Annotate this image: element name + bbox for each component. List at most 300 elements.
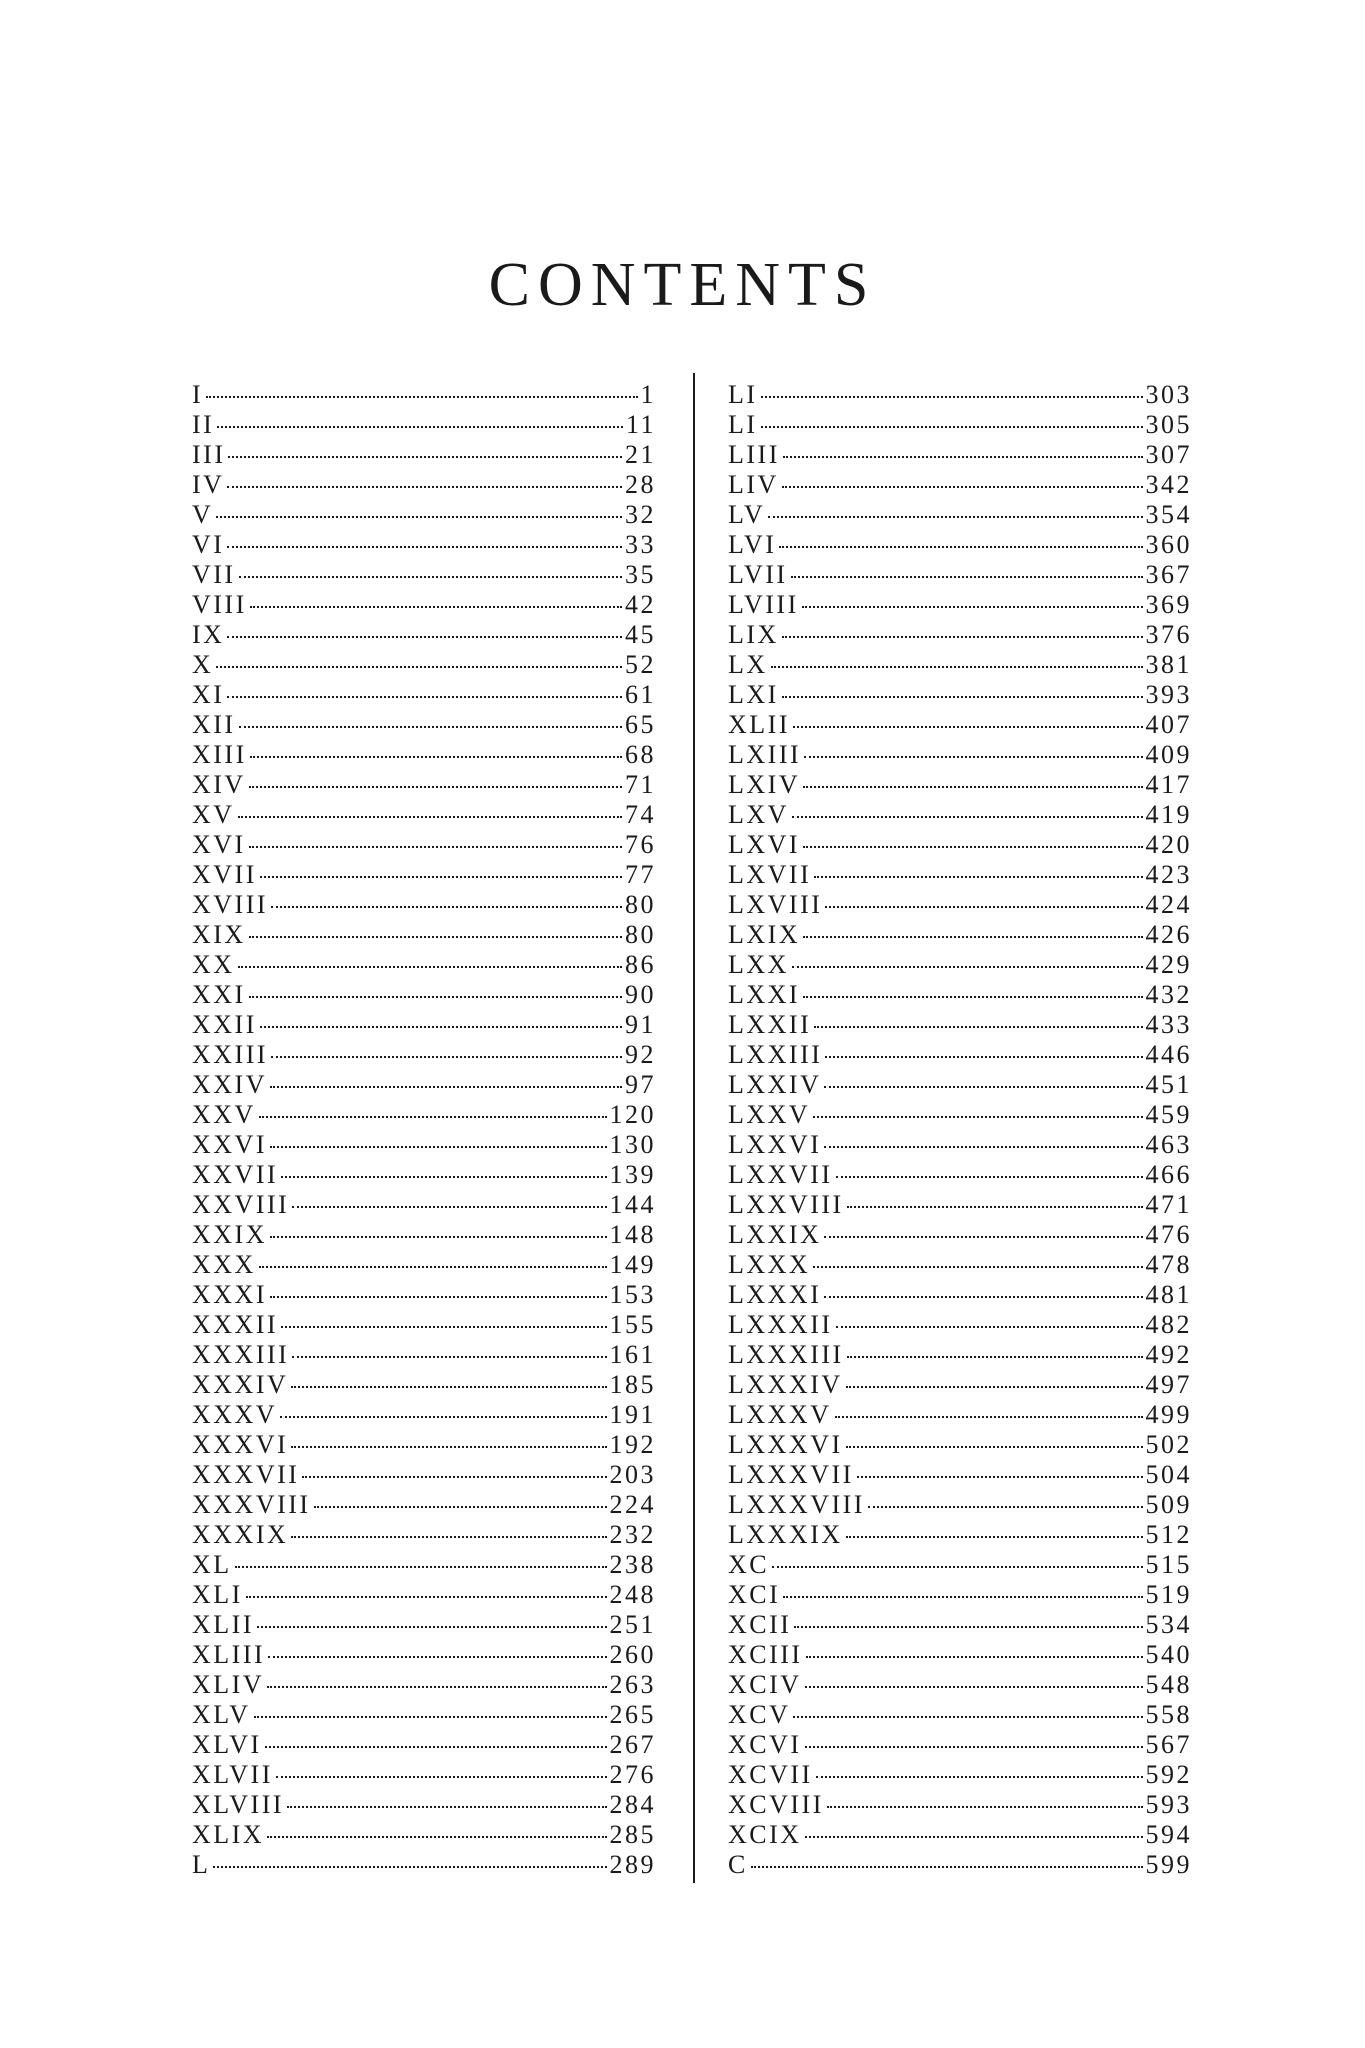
page-number: 248 xyxy=(609,1580,656,1609)
dot-leader xyxy=(824,1086,1142,1088)
page-number: 433 xyxy=(1145,1010,1192,1039)
chapter-label: XCVI xyxy=(728,1730,802,1759)
dot-leader xyxy=(239,726,622,728)
chapter-label: XX xyxy=(192,950,235,979)
dot-leader xyxy=(803,996,1142,998)
dot-leader xyxy=(270,1146,607,1148)
dot-leader xyxy=(228,456,622,458)
toc-entry xyxy=(192,860,656,890)
toc-entry xyxy=(192,1520,656,1550)
toc-entry xyxy=(728,890,1192,920)
dot-leader xyxy=(805,1686,1143,1688)
dot-leader xyxy=(265,1746,607,1748)
dot-leader xyxy=(292,1356,606,1358)
dot-leader xyxy=(260,876,622,878)
toc-entry xyxy=(192,590,656,620)
column-divider xyxy=(693,373,695,1883)
chapter-label: XXVI xyxy=(192,1130,267,1159)
dot-leader xyxy=(803,786,1142,788)
toc-entry xyxy=(192,1100,656,1130)
dot-leader xyxy=(835,1416,1143,1418)
toc-entry xyxy=(728,1760,1192,1790)
dot-leader xyxy=(238,966,622,968)
chapter-label: XC xyxy=(728,1550,770,1579)
toc-entry xyxy=(728,710,1192,740)
chapter-label: LVII xyxy=(728,560,788,589)
page-number: 289 xyxy=(609,1850,656,1879)
toc-entry xyxy=(728,1850,1192,1880)
toc-entry xyxy=(192,1580,656,1610)
chapter-label: VIII xyxy=(192,590,247,619)
page-number: 32 xyxy=(625,500,656,529)
chapter-label: XXV xyxy=(192,1100,256,1129)
chapter-label: LI xyxy=(728,380,758,409)
chapter-label: IX xyxy=(192,620,225,649)
page-number: 360 xyxy=(1145,530,1192,559)
page-number: 71 xyxy=(625,770,656,799)
chapter-label: LXXXVI xyxy=(728,1430,843,1459)
chapter-label: XXXII xyxy=(192,1310,279,1339)
chapter-label: XCVII xyxy=(728,1760,813,1789)
page-number: 77 xyxy=(625,860,656,889)
toc-entry xyxy=(192,1550,656,1580)
toc-entry xyxy=(192,380,656,410)
dot-leader xyxy=(793,726,1143,728)
toc-entry xyxy=(192,1760,656,1790)
chapter-label: III xyxy=(192,440,226,469)
page-number: 417 xyxy=(1145,770,1192,799)
chapter-label: LXXIX xyxy=(728,1220,822,1249)
dot-leader xyxy=(824,1296,1142,1298)
chapter-label: LXXXVII xyxy=(728,1460,854,1489)
chapter-label: VII xyxy=(192,560,236,589)
toc-entry xyxy=(728,1460,1192,1490)
chapter-label: XCI xyxy=(728,1580,781,1609)
toc-entry xyxy=(192,1310,656,1340)
toc-entry xyxy=(728,1730,1192,1760)
dot-leader xyxy=(846,1386,1143,1388)
dot-leader xyxy=(268,1656,606,1658)
toc-entry xyxy=(728,1370,1192,1400)
chapter-label: XIV xyxy=(192,770,246,799)
page-number: 393 xyxy=(1145,680,1192,709)
page-number: 21 xyxy=(625,440,656,469)
page-number: 68 xyxy=(625,740,656,769)
page-number: 593 xyxy=(1145,1790,1192,1819)
page-number: 97 xyxy=(625,1070,656,1099)
chapter-label: II xyxy=(192,410,215,439)
chapter-label: XLIX xyxy=(192,1820,265,1849)
toc-entry xyxy=(192,1070,656,1100)
page-number: 471 xyxy=(1145,1190,1192,1219)
page-number: 149 xyxy=(609,1250,656,1279)
toc-entry xyxy=(728,950,1192,980)
chapter-label: XII xyxy=(192,710,236,739)
chapter-label: LXIII xyxy=(728,740,802,769)
dot-leader xyxy=(267,1836,606,1838)
toc-entry xyxy=(728,860,1192,890)
toc-entry xyxy=(192,1610,656,1640)
page-number: 548 xyxy=(1145,1670,1192,1699)
page-number: 540 xyxy=(1145,1640,1192,1669)
dot-leader xyxy=(782,696,1143,698)
page-number: 61 xyxy=(625,680,656,709)
chapter-label: VI xyxy=(192,530,225,559)
dot-leader xyxy=(249,996,622,998)
page-number: 476 xyxy=(1145,1220,1192,1249)
chapter-label: LXXXII xyxy=(728,1310,833,1339)
page-number: 466 xyxy=(1145,1160,1192,1189)
dot-leader xyxy=(206,396,637,398)
page-number: 80 xyxy=(625,890,656,919)
dot-leader xyxy=(227,486,622,488)
toc-entry xyxy=(192,1340,656,1370)
toc-entry xyxy=(192,1010,656,1040)
dot-leader xyxy=(847,1356,1143,1358)
toc-entry xyxy=(192,1490,656,1520)
dot-leader xyxy=(824,1236,1142,1238)
chapter-label: XLV xyxy=(192,1700,251,1729)
chapter-label: XXX xyxy=(192,1250,256,1279)
chapter-label: XXIX xyxy=(192,1220,267,1249)
page-number: 342 xyxy=(1145,470,1192,499)
page-number: 482 xyxy=(1145,1310,1192,1339)
page-number: 459 xyxy=(1145,1100,1192,1129)
toc-entry xyxy=(728,830,1192,860)
dot-leader xyxy=(213,1866,606,1868)
toc-entry xyxy=(728,1190,1192,1220)
chapter-label: X xyxy=(192,650,214,679)
dot-leader xyxy=(216,666,622,668)
page-number: 224 xyxy=(609,1490,656,1519)
dot-leader xyxy=(825,906,1142,908)
toc-entry xyxy=(192,470,656,500)
dot-leader xyxy=(827,1806,1143,1808)
toc-entry xyxy=(728,1700,1192,1730)
page-number: 265 xyxy=(609,1700,656,1729)
dot-leader xyxy=(254,1716,607,1718)
page-number: 420 xyxy=(1145,830,1192,859)
dot-leader xyxy=(235,1566,607,1568)
toc-right-column xyxy=(728,380,1192,1880)
toc-entry xyxy=(192,680,656,710)
toc-entry xyxy=(728,800,1192,830)
chapter-label: LX xyxy=(728,650,768,679)
page-number: 155 xyxy=(609,1310,656,1339)
chapter-label: XXXIV xyxy=(192,1370,289,1399)
dot-leader xyxy=(805,1836,1143,1838)
chapter-label: XVI xyxy=(192,830,246,859)
dot-leader xyxy=(267,1686,606,1688)
page-number: 492 xyxy=(1145,1340,1192,1369)
chapter-label: LXI xyxy=(728,680,779,709)
chapter-label: XCIII xyxy=(728,1640,803,1669)
toc-entry xyxy=(728,530,1192,560)
dot-leader xyxy=(249,936,622,938)
page-number: 276 xyxy=(609,1760,656,1789)
toc-entry xyxy=(728,680,1192,710)
toc-entry xyxy=(192,1460,656,1490)
toc-entry xyxy=(192,410,656,440)
toc-entry xyxy=(728,980,1192,1010)
chapter-label: LXXX xyxy=(728,1250,811,1279)
dot-leader xyxy=(857,1476,1143,1478)
page-number: 42 xyxy=(625,590,656,619)
dot-leader xyxy=(291,1536,606,1538)
toc-entry xyxy=(192,800,656,830)
dot-leader xyxy=(768,516,1142,518)
toc-entry xyxy=(192,440,656,470)
dot-leader xyxy=(216,516,622,518)
toc-entry xyxy=(728,1070,1192,1100)
toc-entry xyxy=(192,830,656,860)
page-number: 409 xyxy=(1145,740,1192,769)
chapter-label: LV xyxy=(728,500,766,529)
dot-leader xyxy=(803,846,1142,848)
dot-leader xyxy=(814,1026,1142,1028)
page-number: 599 xyxy=(1145,1850,1192,1879)
page-number: 35 xyxy=(625,560,656,589)
dot-leader xyxy=(292,1206,606,1208)
dot-leader xyxy=(270,1236,607,1238)
dot-leader xyxy=(259,1116,607,1118)
page-number: 432 xyxy=(1145,980,1192,1009)
page-number: 509 xyxy=(1145,1490,1192,1519)
page-number: 303 xyxy=(1145,380,1192,409)
toc-entry xyxy=(192,1670,656,1700)
chapter-label: LXXXI xyxy=(728,1280,822,1309)
chapter-label: LXXVII xyxy=(728,1160,833,1189)
chapter-label: IV xyxy=(192,470,225,499)
chapter-label: XXXVI xyxy=(192,1430,289,1459)
page-number: 369 xyxy=(1145,590,1192,619)
page-number: 558 xyxy=(1145,1700,1192,1729)
page-number: 567 xyxy=(1145,1730,1192,1759)
dot-leader xyxy=(751,1866,1143,1868)
chapter-label: LXVI xyxy=(728,830,801,859)
chapter-label: XLII xyxy=(192,1610,254,1639)
toc-entry xyxy=(192,1040,656,1070)
chapter-label: XXII xyxy=(192,1010,257,1039)
page-number: 52 xyxy=(625,650,656,679)
chapter-label: XXXIX xyxy=(192,1520,289,1549)
chapter-label: LXXI xyxy=(728,980,801,1009)
toc-entry xyxy=(192,560,656,590)
toc-entry xyxy=(728,1280,1192,1310)
page-number: 515 xyxy=(1145,1550,1192,1579)
page-number: 232 xyxy=(609,1520,656,1549)
chapter-label: LXXV xyxy=(728,1100,811,1129)
chapter-label: LXV xyxy=(728,800,789,829)
chapter-label: XLII xyxy=(728,710,790,739)
page-number: 120 xyxy=(609,1100,656,1129)
page-number: 45 xyxy=(625,620,656,649)
dot-leader xyxy=(761,426,1143,428)
toc-entry xyxy=(728,1040,1192,1070)
page-number: 267 xyxy=(609,1730,656,1759)
toc-entry xyxy=(192,1250,656,1280)
dot-leader xyxy=(227,546,622,548)
toc-entry xyxy=(192,1790,656,1820)
page-number: 144 xyxy=(609,1190,656,1219)
page-number: 478 xyxy=(1145,1250,1192,1279)
toc-entry xyxy=(728,1340,1192,1370)
toc-entry xyxy=(192,920,656,950)
toc-entry xyxy=(192,1130,656,1160)
dot-leader xyxy=(783,456,1143,458)
toc-entry xyxy=(192,710,656,740)
toc-entry xyxy=(728,1490,1192,1520)
toc-entry xyxy=(728,1010,1192,1040)
toc-entry xyxy=(728,380,1192,410)
page-number: 191 xyxy=(609,1400,656,1429)
chapter-label: XV xyxy=(192,800,235,829)
toc-entry xyxy=(192,890,656,920)
toc-entry xyxy=(728,470,1192,500)
page-number: 481 xyxy=(1145,1280,1192,1309)
toc-entry xyxy=(728,1670,1192,1700)
chapter-label: LXX xyxy=(728,950,789,979)
toc-entry xyxy=(728,1580,1192,1610)
toc-entry xyxy=(192,620,656,650)
chapter-label: XXXI xyxy=(192,1280,267,1309)
toc-entry xyxy=(728,1640,1192,1670)
toc-entry xyxy=(728,560,1192,590)
page-number: 592 xyxy=(1145,1760,1192,1789)
toc-entry xyxy=(728,1430,1192,1460)
chapter-label: XLIII xyxy=(192,1640,266,1669)
chapter-label: LXIX xyxy=(728,920,801,949)
page-number: 534 xyxy=(1145,1610,1192,1639)
dot-leader xyxy=(291,1386,606,1388)
page-number: 33 xyxy=(625,530,656,559)
toc-entry xyxy=(728,590,1192,620)
dot-leader xyxy=(804,756,1142,758)
page-number: 263 xyxy=(609,1670,656,1699)
page-number: 419 xyxy=(1145,800,1192,829)
chapter-label: XXXVII xyxy=(192,1460,300,1489)
chapter-label: XCVIII xyxy=(728,1790,824,1819)
toc-entry xyxy=(728,1160,1192,1190)
dot-leader xyxy=(217,426,623,428)
toc-entry xyxy=(192,1730,656,1760)
chapter-label: LXIV xyxy=(728,770,801,799)
dot-leader xyxy=(246,1596,607,1598)
dot-leader xyxy=(814,876,1142,878)
page-number: 354 xyxy=(1145,500,1192,529)
page-number: 594 xyxy=(1145,1820,1192,1849)
dot-leader xyxy=(793,1716,1142,1718)
toc-left-column xyxy=(192,380,656,1880)
dot-leader xyxy=(779,546,1142,548)
toc-entry xyxy=(192,500,656,530)
toc-entry xyxy=(728,920,1192,950)
chapter-label: LXXIV xyxy=(728,1070,822,1099)
page-number: 80 xyxy=(625,920,656,949)
dot-leader xyxy=(772,1566,1142,1568)
toc-entry xyxy=(728,1220,1192,1250)
toc-entry xyxy=(728,440,1192,470)
page-number: 91 xyxy=(625,1010,656,1039)
chapter-label: XLVIII xyxy=(192,1790,285,1819)
toc-entry xyxy=(728,650,1192,680)
dot-leader xyxy=(816,1776,1143,1778)
toc-entry xyxy=(728,740,1192,770)
toc-entry xyxy=(192,1370,656,1400)
dot-leader xyxy=(836,1176,1143,1178)
dot-leader xyxy=(259,1266,607,1268)
chapter-label: XXXV xyxy=(192,1400,278,1429)
page-number: 512 xyxy=(1145,1520,1192,1549)
chapter-label: LXXVIII xyxy=(728,1190,844,1219)
page-number: 424 xyxy=(1145,890,1192,919)
dot-leader xyxy=(250,606,622,608)
page-number: 28 xyxy=(625,470,656,499)
dot-leader xyxy=(803,936,1142,938)
chapter-label: XXVII xyxy=(192,1160,279,1189)
dot-leader xyxy=(805,1746,1143,1748)
toc-entry xyxy=(728,1130,1192,1160)
page-number: 185 xyxy=(609,1370,656,1399)
dot-leader xyxy=(270,1296,607,1298)
chapter-label: XXI xyxy=(192,980,246,1009)
page-number: 307 xyxy=(1145,440,1192,469)
page-number: 139 xyxy=(609,1160,656,1189)
dot-leader xyxy=(792,816,1143,818)
dot-leader xyxy=(227,696,622,698)
dot-leader xyxy=(238,816,622,818)
dot-leader xyxy=(806,1656,1143,1658)
page-number: 65 xyxy=(625,710,656,739)
toc-entry xyxy=(728,1790,1192,1820)
chapter-label: XVIII xyxy=(192,890,269,919)
page-number: 76 xyxy=(625,830,656,859)
chapter-label: XCV xyxy=(728,1700,791,1729)
page-number: 463 xyxy=(1145,1130,1192,1159)
page-number: 376 xyxy=(1145,620,1192,649)
page-number: 260 xyxy=(609,1640,656,1669)
dot-leader xyxy=(847,1206,1143,1208)
page-number: 251 xyxy=(609,1610,656,1639)
dot-leader xyxy=(287,1806,606,1808)
chapter-label: XXXIII xyxy=(192,1340,290,1369)
chapter-label: LXXXIII xyxy=(728,1340,844,1369)
toc-entry xyxy=(728,1610,1192,1640)
page-number: 130 xyxy=(609,1130,656,1159)
chapter-label: XI xyxy=(192,680,225,709)
page-number: 502 xyxy=(1145,1430,1192,1459)
dot-leader xyxy=(271,1056,622,1058)
chapter-label: LXXXVIII xyxy=(728,1490,865,1519)
page-number: 407 xyxy=(1145,710,1192,739)
dot-leader xyxy=(291,1446,606,1448)
dot-leader xyxy=(250,756,622,758)
dot-leader xyxy=(257,1626,607,1628)
toc-entry xyxy=(192,1850,656,1880)
toc-entry xyxy=(192,950,656,980)
toc-entry xyxy=(192,1280,656,1310)
chapter-label: LIII xyxy=(728,440,780,469)
chapter-label: LXXVI xyxy=(728,1130,822,1159)
dot-leader xyxy=(314,1506,607,1508)
dot-leader xyxy=(276,1776,607,1778)
chapter-label: XCII xyxy=(728,1610,792,1639)
toc-entry xyxy=(728,1550,1192,1580)
page-number: 74 xyxy=(625,800,656,829)
toc-entry xyxy=(192,1400,656,1430)
chapter-label: LIX xyxy=(728,620,779,649)
toc-entry xyxy=(192,1190,656,1220)
